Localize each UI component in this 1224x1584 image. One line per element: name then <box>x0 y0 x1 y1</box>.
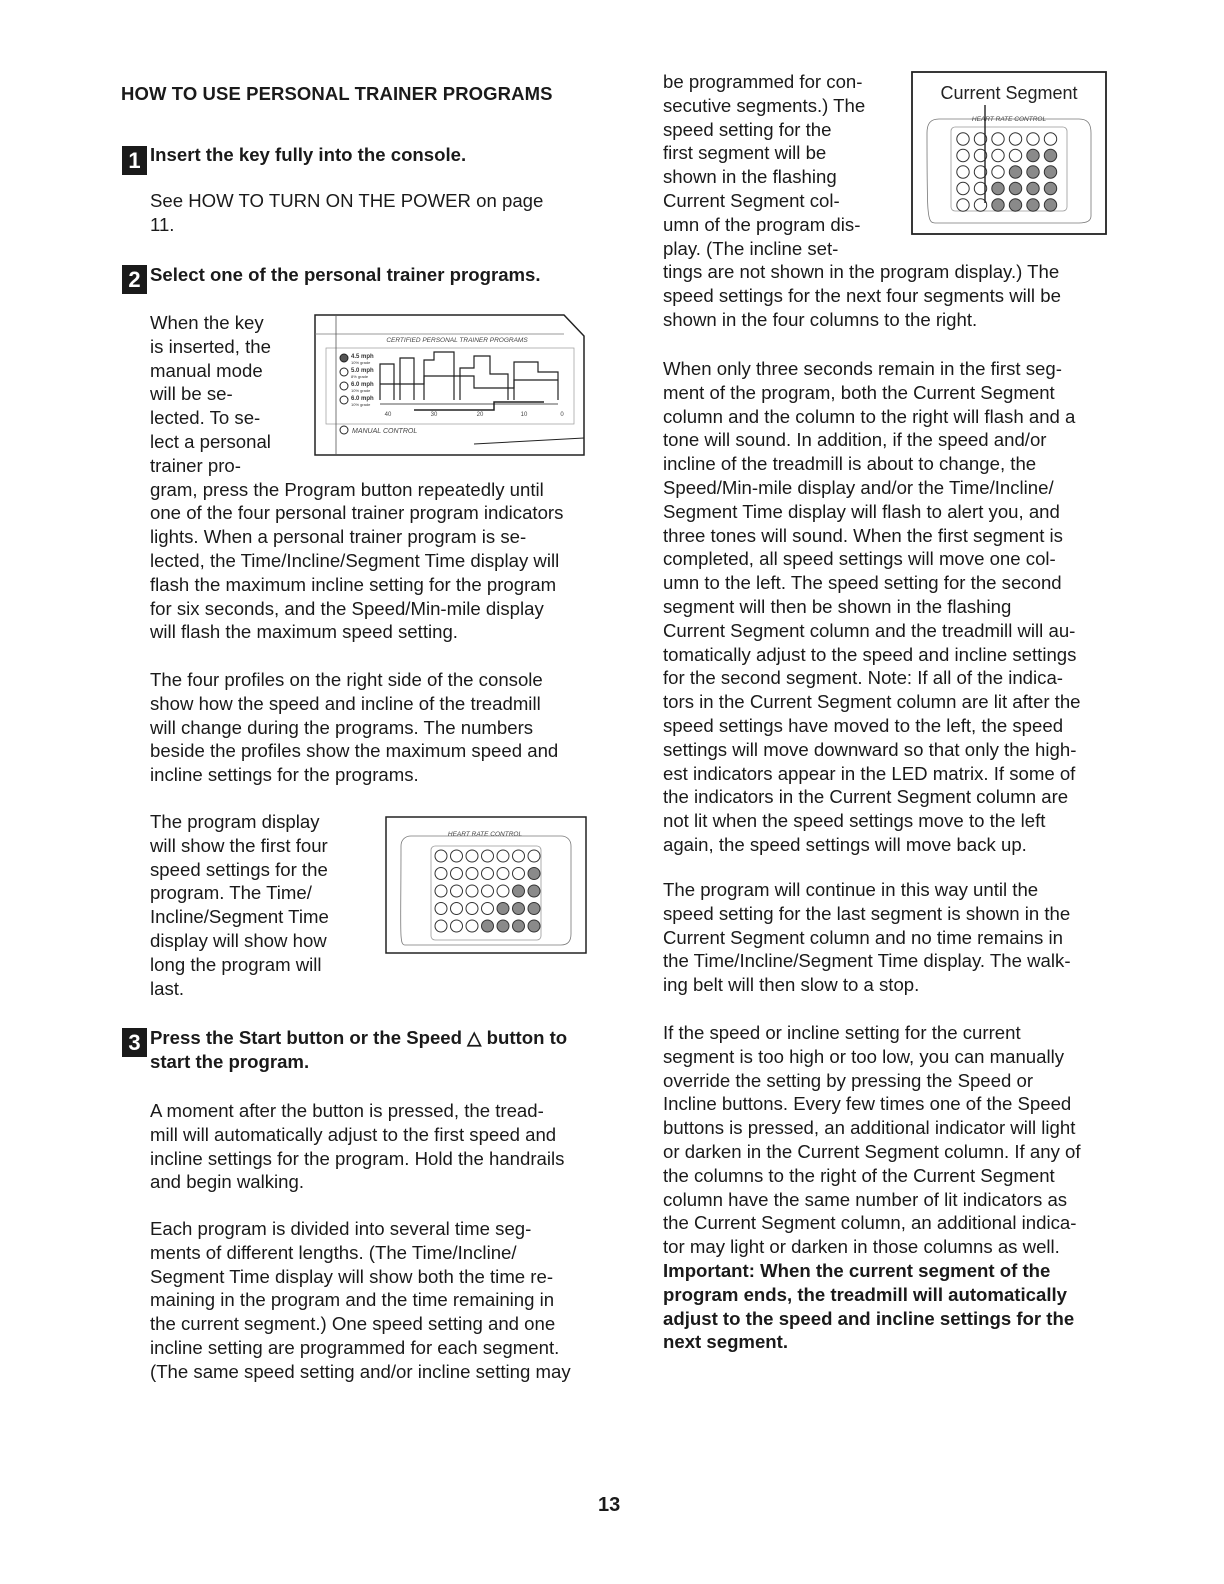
current-segment-label: Current Segment <box>940 83 1078 103</box>
led-lit <box>992 199 1004 211</box>
step-2-paragraph-3: The program display will show the first four speed settings for the program. The Time/ Incline/Segment Time display will show how long the program will last. <box>150 811 329 999</box>
led-lit <box>513 885 525 897</box>
program-2-grade: 8% grade <box>351 374 369 379</box>
led-lit <box>1027 182 1039 194</box>
right-paragraph-3: The program will continue in this way until the speed setting for the last segment is shown in the Current Segment column and no time remains in the Time/Incline/Segment Time display. The walk- ing belt will then slow to a stop. <box>663 879 1071 996</box>
led-off <box>957 182 969 194</box>
step-3-paragraph-2: Each program is divided into several time seg- ments of different lengths. (The Time/Incline/ Segment Time display will show both the time re- maining in the program and the time remaining in the current segment.) One speed setting and one incline setting are programmed for each segment. (The same speed setting and/or incline setting may <box>150 1218 571 1382</box>
step-2-paragraph-2: The four profiles on the right side of the console show how the speed and incline of the treadmill will change during the programs. The numbers beside the profiles show the maximum speed and incline settings for the programs. <box>150 669 559 786</box>
step-2-heading: Select one of the personal trainer programs. <box>150 264 541 285</box>
svg-text:30: 30 <box>430 412 438 418</box>
led-off <box>497 885 509 897</box>
led-lit <box>1044 166 1056 178</box>
step-1-number: 1 <box>122 146 147 175</box>
led-lit <box>1027 199 1039 211</box>
led-off <box>451 850 463 862</box>
led-off <box>451 920 463 932</box>
led-off <box>482 903 494 915</box>
led-off <box>482 850 494 862</box>
led-lit <box>1044 149 1056 161</box>
led-off <box>482 868 494 880</box>
right-paragraph-4: If the speed or incline setting for the current segment is too high or too low, you can manually override the setting by pressing the Speed or Incline buttons. Every few times one of the Speed buttons is pressed, an additional indicator will light or darken in the Current Segment column. If any of the columns to the right of the Current Segment column have the same number of lit indicators as the Current Segment column, an additional indica- tor may light or darken in those columns as well. Important: When the current segment of the program ends, the treadmill will automatically adjust to the speed and incline settings for the next segment. <box>663 1022 1081 1353</box>
led-lit <box>1009 166 1021 178</box>
svg-text:10: 10 <box>520 412 528 418</box>
program-1-speed: 4.5 mph <box>351 354 374 360</box>
led-off <box>466 920 478 932</box>
program-display-figure <box>385 816 587 954</box>
led-lit <box>1044 182 1056 194</box>
led-off <box>451 885 463 897</box>
led-off <box>1009 149 1021 161</box>
svg-text:20: 20 <box>476 412 484 418</box>
led-lit <box>528 868 540 880</box>
led-off <box>992 133 1004 145</box>
step-3-number: 3 <box>122 1028 147 1057</box>
led-off <box>451 868 463 880</box>
led-lit <box>497 920 509 932</box>
led-lit <box>528 903 540 915</box>
led-lit <box>482 920 494 932</box>
led-lit <box>497 903 509 915</box>
led-off <box>466 885 478 897</box>
page-number: 13 <box>598 1494 621 1516</box>
led-off <box>497 868 509 880</box>
led-off <box>957 149 969 161</box>
svg-text:40: 40 <box>384 412 392 418</box>
led-off <box>466 868 478 880</box>
led-off <box>1044 133 1056 145</box>
led-lit <box>992 182 1004 194</box>
important-note-line: adjust to the speed and incline settings for the <box>663 1307 1075 1329</box>
led-off <box>528 850 540 862</box>
console-program-figure <box>314 314 586 456</box>
step-1-heading: Insert the key fully into the console. <box>150 144 467 165</box>
led-off <box>513 850 525 862</box>
step-2-number: 2 <box>122 265 147 294</box>
led-lit <box>528 920 540 932</box>
important-note-line: program ends, the treadmill will automatically <box>663 1283 1067 1305</box>
console-header-label: CERTIFIED PERSONAL TRAINER PROGRAMS <box>386 337 528 344</box>
led-off <box>992 149 1004 161</box>
led-lit <box>513 920 525 932</box>
manual-control-label: MANUAL CONTROL <box>352 428 418 435</box>
led-off <box>957 166 969 178</box>
led-off <box>466 850 478 862</box>
program-1-grade: 10% grade <box>351 360 371 365</box>
program-3-speed: 6.0 mph <box>351 382 374 388</box>
led-off <box>482 885 494 897</box>
led-off <box>435 903 447 915</box>
led-off <box>435 850 447 862</box>
program-4-speed: 6.0 mph <box>351 396 374 402</box>
led-lit <box>1009 182 1021 194</box>
step-1-paragraph: See HOW TO TURN ON THE POWER on page 11. <box>150 190 544 235</box>
led-off <box>497 850 509 862</box>
led-off <box>957 199 969 211</box>
led-off <box>435 885 447 897</box>
led-lit <box>1009 199 1021 211</box>
important-note-line: Important: When the current segment of the <box>663 1259 1051 1281</box>
current-segment-matrix-label: HEART RATE CONTROL <box>971 116 1047 123</box>
current-segment-figure <box>911 71 1107 235</box>
led-off <box>435 920 447 932</box>
led-lit <box>1027 149 1039 161</box>
led-off <box>513 868 525 880</box>
led-off <box>451 903 463 915</box>
led-off <box>1009 133 1021 145</box>
program-2-speed: 5.0 mph <box>351 368 374 374</box>
led-lit <box>513 903 525 915</box>
led-off <box>1027 133 1039 145</box>
led-off <box>466 903 478 915</box>
matrix-label: HEART RATE CONTROL <box>447 831 523 838</box>
right-wrap-text: be programmed for con- secutive segments.) The speed setting for the first segment will be shown in the flashing Current Segment col- umn of the program dis- play. (The incline set- tings are not shown in the program display.) The speed settings for the next four segments will be shown in the four columns to the right. <box>663 71 1061 330</box>
led-off <box>957 133 969 145</box>
led-lit <box>1044 199 1056 211</box>
page-title: HOW TO USE PERSONAL TRAINER PROGRAMS <box>121 83 553 104</box>
program-3-grade: 10% grade <box>351 388 371 393</box>
svg-text:0: 0 <box>560 412 564 418</box>
led-off <box>992 166 1004 178</box>
led-lit <box>1027 166 1039 178</box>
program-4-grade: 10% grade <box>351 402 371 407</box>
step-3-paragraph-1: A moment after the button is pressed, the tread- mill will automatically adjust to the first speed and incline settings for the program. Hold the handrails and begin walking. <box>150 1100 565 1193</box>
step-3-heading: Press the Start button or the Speed △ button to start the program. <box>150 1027 568 1072</box>
important-note-line: next segment. <box>663 1331 789 1353</box>
led-lit <box>528 885 540 897</box>
step-2-wrap-text: When the key is inserted, the manual mode will be se- lected. To se- lect a personal trainer pro- gram, press the Program button repeatedly until one of the four personal trainer program indicators lights. When a personal trainer program is se- lected, the Time/Incline/Segment Time display will flash the maximum incline setting for the program for six seconds, and the Speed/Min-mile display will flash the maximum speed setting. <box>150 312 564 643</box>
right-paragraph-2: When only three seconds remain in the first seg- ment of the program, both the Current Segment column and the column to the right will flash and a tone will sound. In addition, if the speed and/or incline of the treadmill is about to change, the Speed/Min-mile display and/or the Time/Incline/ Segment Time display will flash to alert you, and three tones will sound. When the first segment is completed, all speed settings will move one col- umn to the left. The speed setting for the second segment will then be shown in the flashing Current Segment column and the treadmill will au- tomatically adjust to the speed and incline settings for the second segment. Note: If all of the indica- tors in the Current Segment column are lit after the speed settings have moved to the left, the speed settings will move downward so that only the high- est indicators appear in the LED matrix. If some of the indicators in the Current Segment column are not lit when the speed settings move to the left again, the speed settings will move back up. <box>663 358 1081 855</box>
led-off <box>435 868 447 880</box>
